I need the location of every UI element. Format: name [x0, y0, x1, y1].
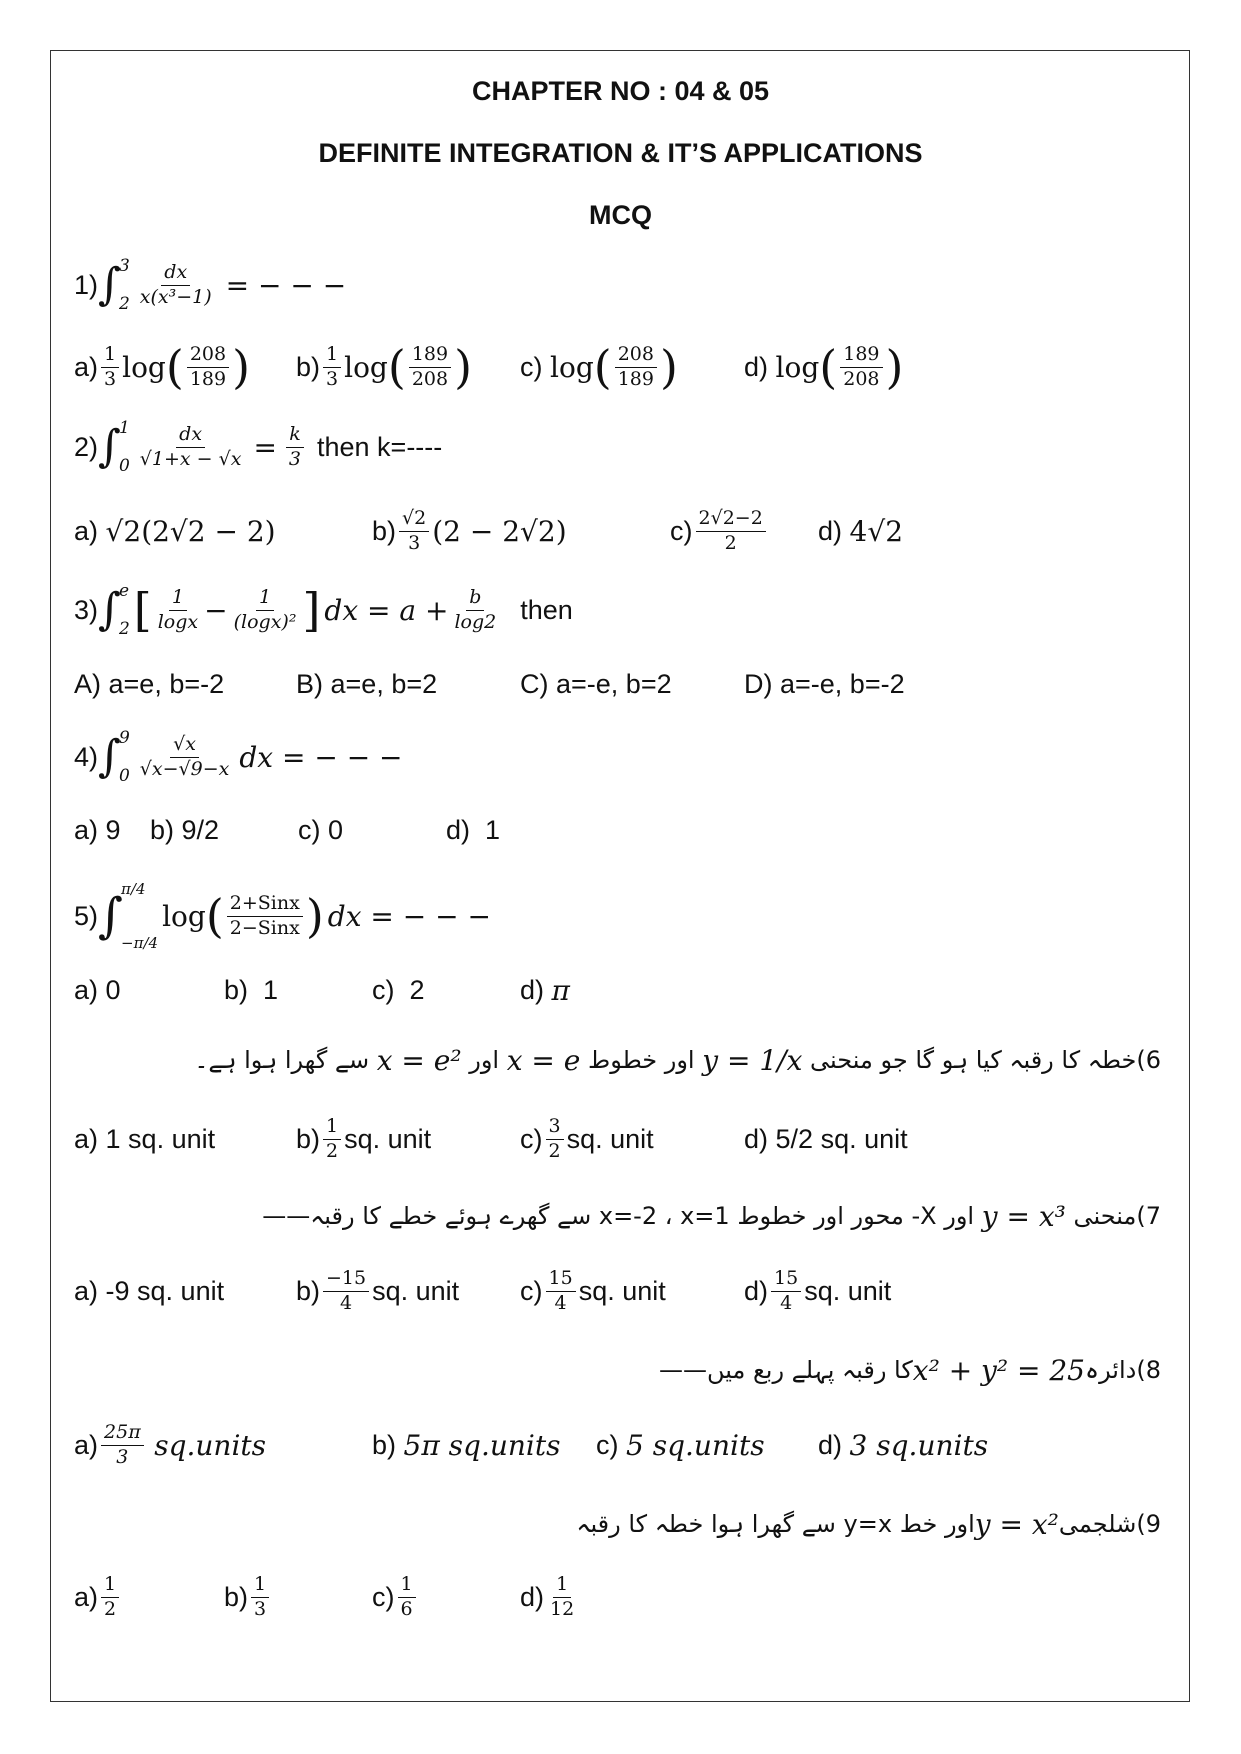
numerator: √x	[170, 734, 199, 758]
upper-limit: π/4	[121, 880, 146, 898]
denominator: 12	[550, 1597, 575, 1620]
urdu-text: دائرہ	[1085, 1356, 1137, 1384]
denominator: 2−Sinx	[229, 916, 300, 939]
option-5d[interactable]	[520, 960, 570, 1020]
option-label: d)	[446, 814, 471, 845]
upper-limit: 9	[118, 728, 130, 748]
paren-close: )	[232, 340, 251, 394]
option-label: c)	[372, 974, 395, 1005]
question-number: 2)	[74, 431, 99, 462]
denominator: √x−√9−x	[139, 757, 230, 780]
term-1-fraction	[155, 587, 201, 634]
option-1a[interactable]	[74, 332, 250, 402]
option-2a[interactable]	[74, 496, 276, 566]
function-name: log	[344, 350, 388, 384]
option-label: c)	[520, 1275, 543, 1306]
denominator: 4	[780, 1291, 793, 1314]
question-7	[262, 1186, 1161, 1246]
numerator: dx	[176, 424, 205, 448]
option-fraction	[696, 508, 766, 555]
option-label: b)	[296, 1275, 321, 1306]
option-9a[interactable]	[74, 1562, 122, 1632]
function-name: log	[550, 350, 594, 384]
option-value: a=-e, b=2	[556, 668, 672, 699]
option-label: a)	[74, 1581, 99, 1612]
denominator: (logx)²	[233, 610, 297, 633]
bracket-close: ]	[302, 583, 321, 637]
option-label: D)	[744, 668, 773, 699]
option-value: 4√2	[849, 514, 904, 548]
option-6d[interactable]	[744, 1104, 908, 1174]
question-suffix: dx = − − −	[239, 740, 403, 774]
option-8c[interactable]	[596, 1410, 765, 1480]
integrand-fraction	[137, 734, 233, 781]
option-label: d)	[818, 1429, 843, 1460]
numerator: 1	[323, 344, 341, 368]
option-8d[interactable]	[818, 1410, 988, 1480]
question-number: 5)	[74, 900, 99, 931]
option-4a[interactable]	[74, 800, 121, 860]
equals-sign: =	[253, 430, 277, 464]
blank-dash: ——	[659, 1356, 707, 1384]
option-value: 9/2	[181, 814, 220, 845]
option-4b[interactable]	[150, 800, 219, 860]
option-value: 5π sq.units	[403, 1428, 561, 1462]
paren-open: (	[165, 340, 184, 394]
option-label: a)	[74, 515, 99, 546]
upper-limit: 3	[118, 256, 130, 276]
question-9	[576, 1494, 1161, 1554]
denominator: 189	[617, 367, 654, 390]
option-label: c)	[520, 351, 543, 382]
denominator: 2	[326, 1139, 339, 1162]
question-suffix: = − − −	[225, 268, 347, 302]
question-suffix: dx = − − −	[327, 899, 491, 933]
numerator: 208	[187, 344, 229, 368]
denominator: x(x³−1)	[139, 285, 212, 308]
option-value: sq. unit	[804, 1275, 892, 1306]
option-value: (2 − 2√2)	[432, 514, 567, 548]
option-label: c)	[372, 1581, 395, 1612]
denominator: 3	[104, 367, 117, 390]
denominator: 208	[843, 367, 880, 390]
question-number: 7)	[1136, 1202, 1161, 1230]
option-fraction	[101, 1574, 119, 1621]
math-expression: x² + y² = 25	[912, 1353, 1085, 1387]
option-fraction	[546, 1268, 576, 1315]
option-label: c)	[520, 1123, 543, 1154]
numerator: 189	[409, 344, 451, 368]
option-label: a)	[74, 1123, 99, 1154]
paren-open: (	[387, 340, 406, 394]
option-label: b)	[296, 351, 321, 382]
numerator: k	[286, 424, 304, 448]
question-number: 4)	[74, 741, 99, 772]
option-5b[interactable]	[224, 960, 278, 1020]
option-fraction	[771, 1268, 801, 1315]
option-value: 1	[263, 974, 279, 1005]
math-expression: y = x²	[974, 1507, 1059, 1541]
option-6b[interactable]	[296, 1104, 431, 1174]
option-value: sq. unit	[344, 1123, 432, 1154]
option-label: a)	[74, 974, 99, 1005]
integrand-fraction	[137, 424, 245, 471]
question-6	[194, 1030, 1161, 1090]
blank-dash: ——	[262, 1202, 311, 1230]
denominator: 3	[326, 367, 339, 390]
denominator: 189	[189, 367, 227, 390]
option-7a[interactable]	[74, 1256, 224, 1326]
denominator: 3	[288, 447, 301, 470]
option-4c[interactable]	[298, 800, 343, 860]
numerator: 25π	[101, 1422, 144, 1446]
paren-close: )	[454, 340, 473, 394]
paren-open: (	[593, 340, 612, 394]
denominator: 2	[104, 1597, 117, 1620]
option-1d[interactable]	[744, 332, 903, 402]
option-label: d)	[744, 351, 769, 382]
question-2	[74, 412, 442, 482]
log-fraction	[227, 893, 303, 940]
option-label: c)	[596, 1429, 619, 1460]
upper-limit: 1	[118, 418, 130, 438]
integral-sign: ∫ 1 0	[98, 418, 130, 476]
denominator: 2	[724, 531, 737, 554]
option-fraction	[251, 1574, 269, 1621]
option-label: d)	[520, 1581, 545, 1612]
option-fraction	[323, 1268, 369, 1315]
option-value: √2(2√2 − 2)	[105, 514, 276, 548]
option-label: b)	[296, 1123, 321, 1154]
numerator: 1	[398, 1574, 416, 1598]
function-name: log	[122, 350, 166, 384]
math-expression: y = 1/x	[702, 1043, 803, 1077]
option-7b[interactable]	[296, 1256, 459, 1326]
option-3c[interactable]	[520, 654, 672, 714]
option-label: d)	[744, 1123, 769, 1154]
urdu-text: منحنی	[1073, 1202, 1137, 1230]
option-2d[interactable]	[818, 496, 903, 566]
option-3d[interactable]	[744, 654, 905, 714]
option-value: 0	[328, 814, 344, 845]
option-9d[interactable]	[520, 1562, 580, 1632]
option-label: B)	[296, 668, 323, 699]
lower-limit: 0	[118, 766, 130, 786]
option-value: 3 sq.units	[849, 1428, 989, 1462]
math-expression: y = x³	[981, 1199, 1066, 1233]
upper-limit: e	[118, 581, 130, 601]
paren-close: )	[305, 889, 324, 943]
option-value: sq. unit	[372, 1275, 460, 1306]
option-value: 1 sq. unit	[105, 1123, 216, 1154]
numerator: 1	[251, 1574, 269, 1598]
integral-sign: ∫ π/4 −π/4	[98, 880, 159, 952]
option-fraction	[101, 1422, 144, 1469]
option-label: d)	[744, 1275, 769, 1306]
urdu-text: اور	[469, 1046, 500, 1074]
numerator: 1	[553, 1574, 571, 1598]
integral-sign: ∫ 9 0	[98, 728, 130, 786]
coef-fraction	[399, 508, 429, 555]
option-value: sq.units	[154, 1428, 267, 1462]
option-label: A)	[74, 668, 101, 699]
math-expression: x = e	[506, 1043, 581, 1077]
equation-middle: dx = a +	[324, 593, 449, 627]
paren-close: )	[659, 340, 678, 394]
option-label: b)	[224, 974, 249, 1005]
numerator: 1	[256, 587, 274, 611]
option-label: c)	[298, 814, 321, 845]
option-3b[interactable]	[296, 654, 437, 714]
option-fraction	[547, 1574, 577, 1621]
function-name: log	[775, 350, 820, 384]
option-label: a)	[74, 351, 99, 382]
section-subtitle: MCQ	[589, 200, 652, 230]
minus-sign: −	[204, 593, 228, 627]
denominator: 4	[554, 1291, 567, 1314]
numerator: √2	[399, 508, 429, 532]
question-1	[74, 250, 346, 320]
lower-limit: −π/4	[121, 934, 159, 952]
numerator: 208	[615, 344, 657, 368]
option-label: a)	[74, 1429, 99, 1460]
urdu-text: خطہ کا رقبہ کیا ہو گا جو منحنی	[810, 1046, 1137, 1074]
denominator: 3	[116, 1445, 129, 1468]
option-value: π	[551, 973, 570, 1007]
urdu-text: اور X- محور اور خطوط x=-2 ، x=1 سے گھرے ہوئے خطے کا رقبہ	[310, 1202, 975, 1230]
urdu-text: شلجمی	[1058, 1510, 1137, 1538]
option-8b[interactable]	[372, 1410, 560, 1480]
denominator: 208	[411, 367, 449, 390]
numerator: 2√2−2	[696, 508, 766, 532]
option-value: -9 sq. unit	[105, 1275, 225, 1306]
denominator: 2	[548, 1139, 561, 1162]
denominator: 4	[340, 1291, 353, 1314]
urdu-text: اور خطوط	[588, 1046, 695, 1074]
option-4d[interactable]	[446, 800, 500, 860]
question-3	[74, 575, 573, 645]
lower-limit: 0	[118, 456, 130, 476]
denominator: 3	[408, 531, 421, 554]
paren-open: (	[819, 340, 838, 394]
option-5c[interactable]	[372, 960, 425, 1020]
question-suffix: then	[520, 594, 573, 625]
option-fraction	[398, 1574, 416, 1621]
numerator: 2+Sinx	[227, 893, 303, 917]
numerator: 189	[840, 344, 882, 368]
question-number: 6)	[1136, 1046, 1161, 1074]
page-title: DEFINITE INTEGRATION & IT’S APPLICATIONS	[318, 138, 923, 168]
paren-open: (	[205, 889, 224, 943]
numerator: 15	[546, 1268, 576, 1292]
option-8a[interactable]	[74, 1410, 266, 1480]
option-value: 5 sq.units	[626, 1428, 765, 1462]
option-label: a)	[74, 814, 99, 845]
option-value: sq. unit	[578, 1275, 666, 1306]
question-number: 1)	[74, 269, 99, 300]
option-2b[interactable]	[372, 496, 567, 566]
option-9c[interactable]	[372, 1562, 419, 1632]
numerator: dx	[161, 262, 190, 286]
question-4	[74, 722, 403, 792]
function-name: log	[162, 899, 206, 933]
numerator: 3	[546, 1116, 564, 1140]
denominator: log2	[454, 610, 497, 633]
question-number: 9)	[1136, 1510, 1161, 1538]
denominator: 3	[254, 1597, 267, 1620]
option-label: d)	[520, 974, 545, 1005]
term-2-fraction	[231, 587, 300, 634]
denominator: logx	[157, 610, 199, 633]
question-number: 8)	[1136, 1356, 1161, 1384]
option-label: b)	[372, 1429, 397, 1460]
option-5a[interactable]	[74, 960, 121, 1020]
question-number: 3)	[74, 594, 99, 625]
option-label: a)	[74, 1275, 99, 1306]
numerator: b	[466, 587, 484, 611]
log-fraction	[840, 344, 882, 391]
option-fraction	[323, 1116, 341, 1163]
log-fraction	[615, 344, 657, 391]
bracket-open: [	[133, 583, 152, 637]
rhs-fraction	[451, 587, 499, 634]
question-8	[659, 1340, 1161, 1400]
option-value: 5/2 sq. unit	[775, 1123, 908, 1154]
option-value: a=e, b=-2	[108, 668, 225, 699]
lower-limit: 2	[118, 619, 130, 639]
paren-close: )	[885, 340, 904, 394]
numerator: 1	[323, 1116, 341, 1140]
option-label: C)	[520, 668, 549, 699]
chapter-heading: CHAPTER NO : 04 & 05	[471, 76, 770, 106]
denominator: 6	[400, 1597, 413, 1620]
option-label: b)	[224, 1581, 249, 1612]
numerator: −15	[323, 1268, 369, 1292]
option-fraction	[546, 1116, 564, 1163]
option-value: 1	[485, 814, 501, 845]
rhs-fraction	[286, 424, 304, 471]
math-expression: x = e²	[376, 1043, 462, 1077]
coef-fraction	[323, 344, 341, 391]
option-9b[interactable]	[224, 1562, 272, 1632]
lower-limit: 2	[118, 294, 130, 314]
integral-sign: ∫ 3 2	[98, 256, 130, 314]
question-5	[74, 876, 491, 956]
option-label: b)	[372, 515, 397, 546]
option-value: 2	[409, 974, 425, 1005]
denominator: √1+x − √x	[139, 447, 242, 470]
option-value: a=e, b=2	[330, 668, 438, 699]
option-6c[interactable]	[520, 1104, 654, 1174]
option-label: b)	[150, 814, 175, 845]
option-2c[interactable]	[670, 496, 769, 566]
option-value: 0	[105, 974, 121, 1005]
numerator: 1	[101, 344, 119, 368]
urdu-text: اور خط y=x سے گھرا ہوا خطہ کا رقبہ	[576, 1510, 975, 1538]
option-label: d)	[818, 515, 843, 546]
coef-fraction	[101, 344, 119, 391]
question-suffix: then k=----	[317, 431, 443, 462]
numerator: 15	[771, 1268, 801, 1292]
option-3a[interactable]	[74, 654, 224, 714]
option-7c[interactable]	[520, 1256, 666, 1326]
urdu-text: کا رقبہ پہلے ربع میں	[707, 1356, 913, 1384]
numerator: 1	[169, 587, 187, 611]
log-fraction	[409, 344, 451, 391]
option-1c[interactable]	[520, 332, 678, 402]
option-7d[interactable]	[744, 1256, 891, 1326]
option-6a[interactable]	[74, 1104, 215, 1174]
option-label: c)	[670, 515, 693, 546]
option-1b[interactable]	[296, 332, 472, 402]
integral-sign: ∫ e 2	[98, 581, 130, 639]
option-value: 9	[105, 814, 121, 845]
option-value: a=-e, b=-2	[780, 668, 905, 699]
urdu-text: سے گھرا ہوا ہے۔	[194, 1046, 370, 1074]
numerator: 1	[101, 1574, 119, 1598]
option-value: sq. unit	[566, 1123, 654, 1154]
integrand-fraction	[137, 262, 215, 309]
log-fraction	[187, 344, 229, 391]
